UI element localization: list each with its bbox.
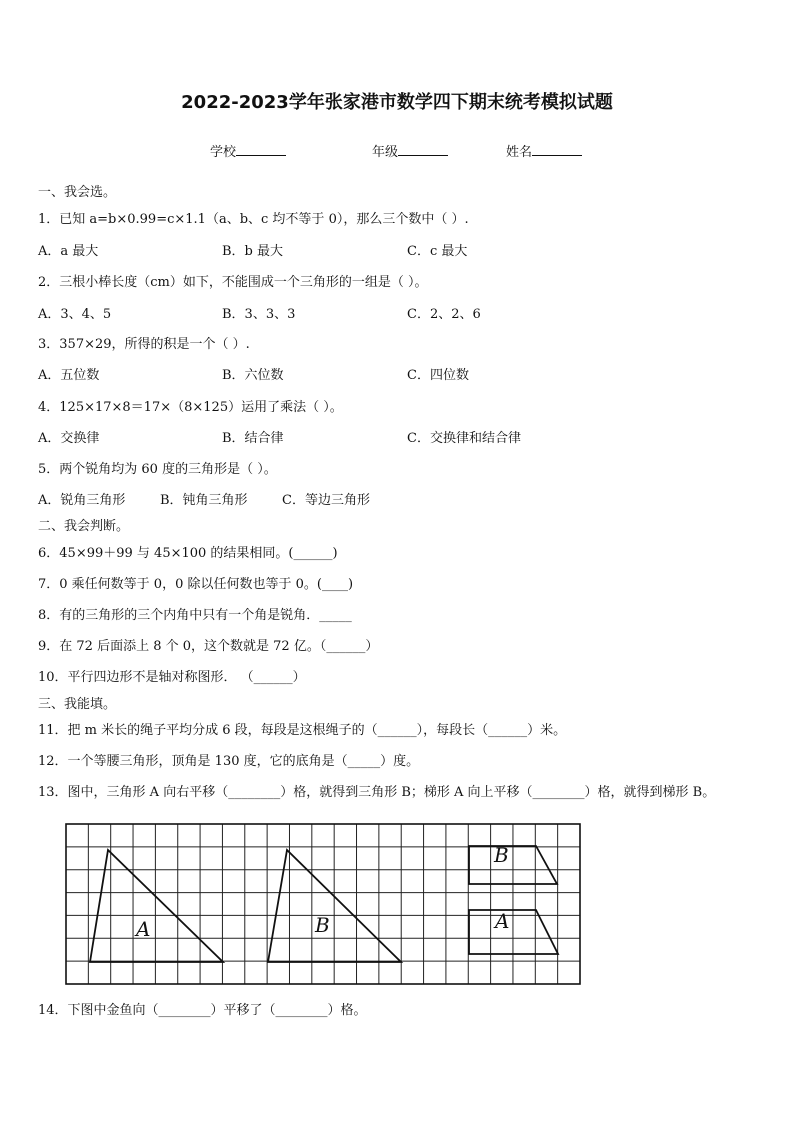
page-title: 2022-2023学年张家港市数学四下期末统考模拟试题 [181, 92, 613, 113]
q2-option-b[interactable]: B．3、3、3 [222, 307, 296, 322]
label-trapezoid-a: A [495, 909, 510, 933]
grade-blank[interactable] [398, 142, 448, 156]
question-5: 5．两个锐角均为 60 度的三角形是（ ）。 [38, 462, 277, 477]
q4-option-c[interactable]: C．交换律和结合律 [407, 431, 521, 446]
section-heading-judge: 二、我会判断。 [38, 519, 130, 534]
label-trapezoid-b: B [494, 843, 509, 867]
q5-option-a[interactable]: A．锐角三角形 [38, 493, 126, 508]
question-10: 10．平行四边形不是轴对称图形． （______） [38, 670, 306, 685]
school-blank[interactable] [236, 142, 286, 156]
question-14: 14．下图中金鱼向（________）平移了（________）格。 [38, 1003, 367, 1018]
grade-label: 年级 [372, 145, 399, 160]
grade-field [372, 141, 448, 160]
q1-option-a[interactable]: A．a 最大 [38, 244, 99, 259]
q3-option-a[interactable]: A．五位数 [38, 368, 100, 383]
q3-option-b[interactable]: B．六位数 [222, 368, 284, 383]
question-6: 6．45×99＋99 与 45×100 的结果相同。(______) [38, 546, 338, 561]
section-heading-fill: 三、我能填。 [38, 697, 117, 712]
q4-option-b[interactable]: B．结合律 [222, 431, 284, 446]
q3-option-c[interactable]: C．四位数 [407, 368, 469, 383]
school-label: 学校 [210, 145, 237, 160]
q1-option-c[interactable]: C．c 最大 [407, 244, 468, 259]
question-2: 2．三根小棒长度（cm）如下，不能围成一个三角形的一组是（ ）。 [38, 275, 428, 290]
name-label: 姓名 [506, 145, 533, 160]
triangle-a [90, 850, 223, 962]
question-4: 4．125×17×8＝17×（8×125）运用了乘法（ ）。 [38, 400, 343, 415]
question-9: 9．在 72 后面添上 8 个 0，这个数就是 72 亿。（______） [38, 639, 379, 654]
label-triangle-b: B [315, 913, 330, 937]
question-13: 13．图中，三角形 A 向右平移（________）格，就得到三角形 B；梯形 A 向上平移（________）格，就得到梯形 B。 [38, 785, 716, 800]
q5-option-b[interactable]: B．钝角三角形 [160, 493, 248, 508]
name-blank[interactable] [532, 142, 582, 156]
name-field [506, 141, 582, 160]
question-12: 12．一个等腰三角形，顶角是 130 度，它的底角是（_____）度。 [38, 754, 420, 769]
translation-grid-figure [64, 816, 584, 986]
q2-option-a[interactable]: A．3、4、5 [38, 307, 112, 322]
q4-option-a[interactable]: A．交换律 [38, 431, 100, 446]
question-1: 1．已知 a=b×0.99=c×1.1（a、b、c 均不等于 0），那么三个数中（ ）. [38, 212, 469, 227]
q5-option-c[interactable]: C．等边三角形 [282, 493, 370, 508]
q1-option-b[interactable]: B．b 最大 [222, 244, 284, 259]
school-field [210, 141, 286, 160]
question-11: 11．把 m 米长的绳子平均分成 6 段，每段是这根绳子的（______），每段长（______）米。 [38, 723, 567, 738]
trapezoid-a [469, 910, 558, 954]
section-heading-choice: 一、我会选。 [38, 185, 117, 200]
question-7: 7．0 乘任何数等于 0，0 除以任何数也等于 0。(____) [38, 577, 354, 592]
question-3: 3．357×29，所得的积是一个（ ）. [38, 337, 250, 352]
q2-option-c[interactable]: C．2、2、6 [407, 307, 481, 322]
label-triangle-a: A [136, 917, 151, 941]
question-8: 8．有的三角形的三个内角中只有一个角是锐角．_____ [38, 608, 352, 623]
